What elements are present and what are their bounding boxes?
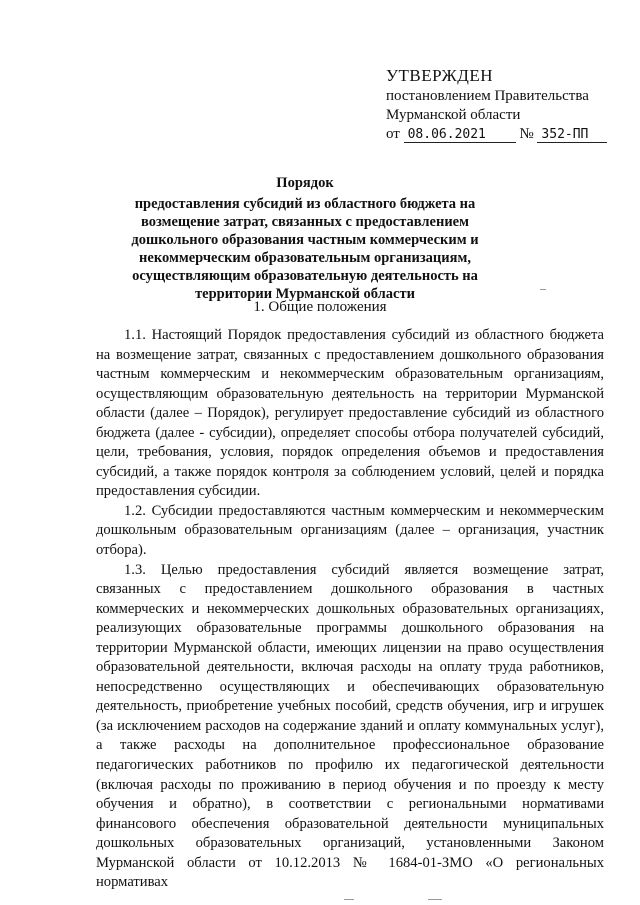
body-text bbox=[96, 326, 604, 893]
approval-from-label: от bbox=[386, 126, 400, 142]
paragraph-1-1: 1.1. Настоящий Порядок предоставления субсидий из областного бюджета на возмещение затрат, связанных с предоставлением дошкольного образования частным коммерческим и некоммерческим образовательным организациям, осуществляющим образовательную деятельность на территории Мурманской области (далее – Порядок), регулирует предоставление субсидий из областного бюджета (далее - субсидии), определяет способы отбора получателей субсидий, цели, требования, условия, порядок определения объемов и предоставления субсидий, а также порядок контроля за соблюдением условий, целей и порядка предоставления субсидии. bbox=[96, 327, 604, 500]
scan-artifact bbox=[428, 899, 442, 900]
approval-number: 352-ПП bbox=[537, 127, 607, 143]
approval-date-line bbox=[386, 125, 616, 144]
approval-number-label: № bbox=[519, 126, 534, 142]
approval-line-2: Мурманской области bbox=[386, 107, 521, 123]
scan-artifact bbox=[344, 899, 354, 900]
approval-line-1: постановлением Правительства bbox=[386, 88, 589, 104]
document-title bbox=[110, 174, 500, 303]
approval-date: 08.06.2021 bbox=[404, 127, 516, 143]
paragraph-1-2: 1.2. Субсидии предоставляются частным коммерческим и некоммерческим дошкольным образовательным организациям (далее – организация, участник отбора). bbox=[96, 502, 604, 559]
approval-block bbox=[386, 66, 616, 144]
approval-heading: УТВЕРЖДЕН bbox=[386, 66, 493, 85]
title-line-1: Порядок bbox=[276, 175, 334, 191]
title-line-2: предоставления субсидий из областного бюджета на возмещение затрат, связанных с предоставлением дошкольного образования частным коммерческим и некоммерческим образовательным организациям, осуществляющим образовательную деятельность на территории Мурманской области bbox=[131, 196, 479, 302]
paragraph-1-3: 1.3. Целью предоставления субсидий является возмещение затрат, связанных с предоставлением дошкольного образования в частных коммерческих и некоммерческих дошкольных образовательных организациях, реализующих образовательные программы дошкольного образования на территории Мурманской области, имеющих лицензии на право осуществления образовательной деятельности, включая расходы на оплату труда работников, непосредственно осуществляющих и обеспечивающих образовательную деятельность, приобретение учебных пособий, средств обучения, игр и игрушек (за исключением расходов на содержание зданий и оплату коммунальных услуг), а также расходы на дополнительное профессиональное образование педагогических работников по профилю их педагогической деятельности (включая расходы по проживанию в период обучения и по проезду к месту обучения и обратно), в соответствии с региональными нормативами финансового обеспечения образовательной деятельности муниципальных дошкольных образовательных организаций, установленными Законом Мурманской области от 10.12.2013 № 1684-01-ЗМО «О региональных нормативах bbox=[96, 561, 604, 891]
scan-artifact bbox=[540, 289, 546, 290]
section-heading: 1. Общие положения bbox=[253, 299, 387, 315]
